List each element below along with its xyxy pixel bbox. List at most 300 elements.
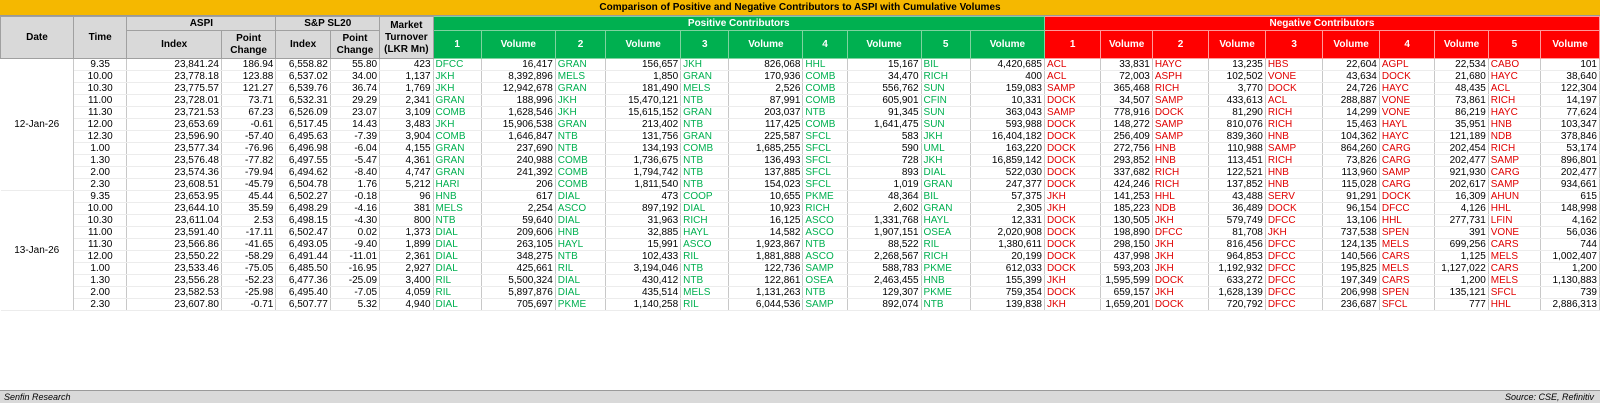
negative-volume-cell: 135,121 [1435, 287, 1488, 299]
negative-ticker-cell: JKH [1152, 251, 1209, 263]
negative-volume-cell: 185,223 [1101, 203, 1152, 215]
aspi-index-cell: 23,577.34 [127, 143, 222, 155]
negative-volume-cell: 921,930 [1435, 167, 1488, 179]
aspi-index-cell: 23,841.24 [127, 59, 222, 71]
table-row [1, 155, 1600, 167]
positive-volume-cell: 826,068 [729, 59, 803, 71]
table-row [1, 263, 1600, 275]
positive-ticker-cell: COMB [803, 83, 847, 95]
negative-ticker-cell: SAMP [1044, 107, 1101, 119]
positive-volume-cell: 34,470 [847, 71, 921, 83]
negative-ticker-cell: HAYC [1152, 59, 1209, 71]
negative-ticker-cell: JKH [1044, 191, 1101, 203]
negative-ticker-cell: LFIN [1488, 215, 1540, 227]
negative-ticker-cell: CARS [1488, 263, 1540, 275]
positive-volume-cell: 154,023 [729, 179, 803, 191]
negative-volume-cell: 337,682 [1101, 167, 1152, 179]
positive-ticker-cell: SUN [921, 119, 970, 131]
negative-volume-cell: 1,659,201 [1101, 299, 1152, 311]
negative-ticker-cell: ACL [1044, 59, 1101, 71]
time-cell: 9.35 [73, 191, 126, 203]
aspi-index-cell: 23,611.04 [127, 215, 222, 227]
aspi-change-cell: -45.79 [221, 179, 275, 191]
time-cell: 11.00 [73, 95, 126, 107]
table-row [1, 107, 1600, 119]
aspi-change-cell: 186.94 [221, 59, 275, 71]
turnover-cell: 4,361 [380, 155, 433, 167]
neg-rank-1-header: 1 [1044, 31, 1101, 59]
positive-ticker-cell: JKH [921, 155, 970, 167]
negative-volume-cell: 35,951 [1435, 119, 1488, 131]
negative-ticker-cell: ACL [1488, 83, 1540, 95]
date-cell: 12-Jan-26 [1, 59, 74, 191]
footer-credit: Senfin Research [4, 392, 71, 402]
positive-volume-cell: 134,193 [606, 143, 681, 155]
table-row [1, 191, 1600, 203]
positive-volume-cell: 188,996 [481, 95, 555, 107]
negative-ticker-cell: DOCK [1044, 179, 1101, 191]
sp-index-cell: 6,494.62 [276, 167, 330, 179]
aspi-index-cell: 23,653.69 [127, 119, 222, 131]
negative-ticker-cell: VONE [1265, 71, 1323, 83]
negative-ticker-cell: MELS [1488, 251, 1540, 263]
pos-rank-5-header: 5 [921, 31, 970, 59]
negative-ticker-cell: DFCC [1265, 215, 1323, 227]
negative-volume-cell: 964,853 [1209, 251, 1266, 263]
negative-ticker-cell: CABO [1488, 59, 1540, 71]
positive-volume-cell: 12,942,678 [481, 83, 555, 95]
positive-ticker-cell: NTB [681, 275, 729, 287]
positive-ticker-cell: DIAL [433, 251, 481, 263]
pos-rank-3-header: 3 [681, 31, 729, 59]
positive-volume-cell: 593,988 [970, 119, 1044, 131]
sp-change-cell: -16.95 [330, 263, 379, 275]
positive-volume-cell: 1,907,151 [847, 227, 921, 239]
aspi-index-cell: 23,778.18 [127, 71, 222, 83]
negative-volume-cell: 437,998 [1101, 251, 1152, 263]
positive-ticker-cell: RIL [681, 299, 729, 311]
sp-index-cell: 6,539.76 [276, 83, 330, 95]
positive-ticker-cell: DIAL [433, 263, 481, 275]
positive-contributors-header: Positive Contributors [433, 17, 1044, 31]
positive-ticker-cell: RICH [803, 203, 847, 215]
positive-ticker-cell: MELS [681, 287, 729, 299]
negative-ticker-cell: DOCK [1044, 287, 1101, 299]
positive-volume-cell: 1,811,540 [606, 179, 681, 191]
neg-volume-5-header: Volume [1541, 31, 1600, 59]
positive-volume-cell: 1,628,546 [481, 107, 555, 119]
positive-volume-cell: 91,345 [847, 107, 921, 119]
positive-ticker-cell: NTB [681, 179, 729, 191]
positive-volume-cell: 522,030 [970, 167, 1044, 179]
positive-volume-cell: 241,392 [481, 167, 555, 179]
table-row [1, 71, 1600, 83]
turnover-cell: 1,769 [380, 83, 433, 95]
positive-ticker-cell: GRAN [681, 107, 729, 119]
time-cell: 1.00 [73, 263, 126, 275]
pos-volume-4-header: Volume [847, 31, 921, 59]
negative-volume-cell: 130,505 [1101, 215, 1152, 227]
aspi-change-cell: 121.27 [221, 83, 275, 95]
positive-ticker-cell: GRAN [555, 119, 605, 131]
positive-ticker-cell: NTB [681, 167, 729, 179]
positive-ticker-cell: GRAN [433, 143, 481, 155]
negative-volume-cell: 778,916 [1101, 107, 1152, 119]
aspi-change-cell: -0.61 [221, 119, 275, 131]
positive-volume-cell: 181,490 [606, 83, 681, 95]
table-row [1, 299, 1600, 311]
pos-volume-5-header: Volume [970, 31, 1044, 59]
negative-ticker-cell: RICH [1488, 95, 1540, 107]
positive-volume-cell: 57,375 [970, 191, 1044, 203]
negative-volume-cell: 579,749 [1209, 215, 1266, 227]
positive-volume-cell: 348,275 [481, 251, 555, 263]
time-cell: 2.00 [73, 167, 126, 179]
positive-volume-cell: 588,783 [847, 263, 921, 275]
sp-change-cell: -7.39 [330, 131, 379, 143]
positive-volume-cell: 705,697 [481, 299, 555, 311]
date-cell: 13-Jan-26 [1, 191, 74, 311]
aspi-index-cell: 23,596.90 [127, 131, 222, 143]
positive-volume-cell: 1,641,475 [847, 119, 921, 131]
sp-index-cell: 6,477.36 [276, 275, 330, 287]
positive-ticker-cell: DIAL [921, 167, 970, 179]
positive-ticker-cell: GRAN [921, 203, 970, 215]
table-body [1, 59, 1600, 311]
negative-volume-cell: 21,680 [1435, 71, 1488, 83]
positive-ticker-cell: GRAN [921, 179, 970, 191]
table-row [1, 95, 1600, 107]
positive-ticker-cell: SAMP [803, 263, 847, 275]
negative-ticker-cell: DOCK [1044, 131, 1101, 143]
table-row [1, 143, 1600, 155]
negative-volume-cell: 36,489 [1209, 203, 1266, 215]
negative-volume-cell: 202,477 [1541, 167, 1600, 179]
negative-volume-cell: 737,538 [1323, 227, 1380, 239]
sp-change-cell: 55.80 [330, 59, 379, 71]
aspi-index-cell: 23,574.36 [127, 167, 222, 179]
negative-ticker-cell: HNB [1152, 155, 1209, 167]
positive-volume-cell: 136,493 [729, 155, 803, 167]
negative-volume-cell: 38,640 [1541, 71, 1600, 83]
negative-ticker-cell: HNB [1265, 179, 1323, 191]
positive-volume-cell: 129,307 [847, 287, 921, 299]
positive-volume-cell: 2,526 [729, 83, 803, 95]
sp-index-header: Index [276, 31, 330, 59]
time-cell: 11.30 [73, 107, 126, 119]
negative-volume-cell: 14,299 [1323, 107, 1380, 119]
positive-ticker-cell: PKME [803, 191, 847, 203]
aspi-index-cell: 23,721.53 [127, 107, 222, 119]
positive-volume-cell: 87,991 [729, 95, 803, 107]
negative-volume-cell: 4,162 [1541, 215, 1600, 227]
negative-volume-cell: 896,801 [1541, 155, 1600, 167]
negative-volume-cell: 122,521 [1209, 167, 1266, 179]
positive-ticker-cell: OSEA [921, 227, 970, 239]
sp-change-cell: -5.47 [330, 155, 379, 167]
time-cell: 2.30 [73, 179, 126, 191]
positive-volume-cell: 15,991 [606, 239, 681, 251]
negative-ticker-cell: DFCC [1265, 275, 1323, 287]
positive-volume-cell: 5,500,324 [481, 275, 555, 287]
positive-ticker-cell: JKH [433, 83, 481, 95]
positive-volume-cell: 247,377 [970, 179, 1044, 191]
positive-volume-cell: 435,514 [606, 287, 681, 299]
table-row [1, 287, 1600, 299]
positive-ticker-cell: COMB [433, 131, 481, 143]
negative-volume-cell: 102,502 [1209, 71, 1266, 83]
aspi-index-cell: 23,608.51 [127, 179, 222, 191]
sp-change-cell: -25.09 [330, 275, 379, 287]
positive-volume-cell: 12,331 [970, 215, 1044, 227]
positive-volume-cell: 893 [847, 167, 921, 179]
turnover-cell: 1,899 [380, 239, 433, 251]
turnover-cell: 2,927 [380, 263, 433, 275]
positive-ticker-cell: ASCO [555, 203, 605, 215]
positive-volume-cell: 892,074 [847, 299, 921, 311]
table-row [1, 167, 1600, 179]
aspi-change-cell: -79.94 [221, 167, 275, 179]
positive-ticker-cell: PKME [921, 263, 970, 275]
negative-volume-cell: 81,290 [1209, 107, 1266, 119]
negative-volume-cell: 1,002,407 [1541, 251, 1600, 263]
negative-volume-cell: 34,507 [1101, 95, 1152, 107]
table-row [1, 119, 1600, 131]
negative-contributors-header: Negative Contributors [1044, 17, 1599, 31]
positive-ticker-cell: RIL [433, 287, 481, 299]
positive-ticker-cell: UML [921, 143, 970, 155]
negative-volume-cell: 864,260 [1323, 143, 1380, 155]
positive-volume-cell: 237,690 [481, 143, 555, 155]
sp-index-cell: 6,493.05 [276, 239, 330, 251]
negative-volume-cell: 148,272 [1101, 119, 1152, 131]
negative-volume-cell: 202,617 [1435, 179, 1488, 191]
positive-volume-cell: 400 [970, 71, 1044, 83]
sp-change-cell: 34.00 [330, 71, 379, 83]
aspi-change-cell: 45.44 [221, 191, 275, 203]
positive-ticker-cell: DIAL [433, 239, 481, 251]
negative-ticker-cell: DFCC [1265, 299, 1323, 311]
negative-ticker-cell: DOCK [1044, 263, 1101, 275]
positive-volume-cell: 122,861 [729, 275, 803, 287]
positive-volume-cell: 16,859,142 [970, 155, 1044, 167]
turnover-cell: 1,373 [380, 227, 433, 239]
sp-index-cell: 6,485.50 [276, 263, 330, 275]
negative-ticker-cell: SAMP [1152, 119, 1209, 131]
negative-volume-cell: 86,219 [1435, 107, 1488, 119]
negative-volume-cell: 141,253 [1101, 191, 1152, 203]
negative-ticker-cell: DOCK [1265, 83, 1323, 95]
table-row [1, 251, 1600, 263]
positive-volume-cell: 16,125 [729, 215, 803, 227]
positive-ticker-cell: DIAL [555, 215, 605, 227]
negative-volume-cell: 14,197 [1541, 95, 1600, 107]
aspi-index-header: Index [127, 31, 222, 59]
positive-volume-cell: 15,167 [847, 59, 921, 71]
positive-volume-cell: 155,399 [970, 275, 1044, 287]
turnover-cell: 3,904 [380, 131, 433, 143]
positive-ticker-cell: ASCO [803, 227, 847, 239]
negative-ticker-cell: RICH [1152, 167, 1209, 179]
negative-ticker-cell: DOCK [1044, 239, 1101, 251]
positive-volume-cell: 15,615,152 [606, 107, 681, 119]
negative-ticker-cell: ASPH [1152, 71, 1209, 83]
positive-ticker-cell: NTB [555, 143, 605, 155]
positive-ticker-cell: HNB [921, 275, 970, 287]
negative-ticker-cell: DFCC [1265, 263, 1323, 275]
positive-ticker-cell: GRAN [681, 131, 729, 143]
negative-ticker-cell: SFCL [1379, 299, 1434, 311]
sp-index-cell: 6,502.27 [276, 191, 330, 203]
negative-volume-cell: 777 [1435, 299, 1488, 311]
aspi-change-cell: 73.71 [221, 95, 275, 107]
positive-ticker-cell: MELS [433, 203, 481, 215]
positive-volume-cell: 8,392,896 [481, 71, 555, 83]
negative-ticker-cell: HHL [1379, 215, 1434, 227]
negative-volume-cell: 839,360 [1209, 131, 1266, 143]
negative-volume-cell: 739 [1541, 287, 1600, 299]
negative-volume-cell: 1,200 [1435, 275, 1488, 287]
positive-volume-cell: 1,131,263 [729, 287, 803, 299]
negative-volume-cell: 3,770 [1209, 83, 1266, 95]
positive-volume-cell: 1,646,847 [481, 131, 555, 143]
date-header: Date [1, 17, 74, 59]
aspi-change-cell: -75.05 [221, 263, 275, 275]
negative-volume-cell: 110,988 [1209, 143, 1266, 155]
negative-ticker-cell: DOCK [1044, 227, 1101, 239]
positive-volume-cell: 759,354 [970, 287, 1044, 299]
positive-volume-cell: 1,380,611 [970, 239, 1044, 251]
positive-ticker-cell: JKH [433, 71, 481, 83]
positive-ticker-cell: NTB [803, 239, 847, 251]
negative-volume-cell: 4,126 [1435, 203, 1488, 215]
negative-ticker-cell: DOCK [1265, 203, 1323, 215]
turnover-cell: 4,747 [380, 167, 433, 179]
turnover-cell: 96 [380, 191, 433, 203]
positive-volume-cell: 122,736 [729, 263, 803, 275]
negative-volume-cell: 43,634 [1323, 71, 1380, 83]
negative-ticker-cell: DOCK [1152, 275, 1209, 287]
sp-change-cell: 36.74 [330, 83, 379, 95]
negative-volume-cell: 113,960 [1323, 167, 1380, 179]
aspi-change-cell: 123.88 [221, 71, 275, 83]
positive-ticker-cell: JKH [681, 59, 729, 71]
negative-ticker-cell: DFCC [1265, 251, 1323, 263]
positive-ticker-cell: NTB [433, 215, 481, 227]
negative-ticker-cell: VONE [1379, 107, 1434, 119]
neg-rank-2-header: 2 [1152, 31, 1209, 59]
negative-ticker-cell: SPEN [1379, 227, 1434, 239]
positive-ticker-cell: NTB [681, 155, 729, 167]
time-cell: 11.00 [73, 227, 126, 239]
positive-ticker-cell: GRAN [555, 59, 605, 71]
positive-ticker-cell: GRAN [433, 167, 481, 179]
negative-ticker-cell: SFCL [1488, 287, 1540, 299]
negative-ticker-cell: JKH [1152, 263, 1209, 275]
time-cell: 12.30 [73, 131, 126, 143]
negative-volume-cell: 53,174 [1541, 143, 1600, 155]
negative-ticker-cell: SAMP [1265, 143, 1323, 155]
negative-volume-cell: 744 [1541, 239, 1600, 251]
positive-volume-cell: 225,587 [729, 131, 803, 143]
positive-volume-cell: 6,044,536 [729, 299, 803, 311]
positive-ticker-cell: RICH [681, 215, 729, 227]
report-title: Comparison of Positive and Negative Contributors to ASPI with Cumulative Volumes [0, 0, 1600, 16]
positive-volume-cell: 2,305 [970, 203, 1044, 215]
aspi-change-cell: -25.98 [221, 287, 275, 299]
negative-volume-cell: 77,624 [1541, 107, 1600, 119]
positive-volume-cell: 203,037 [729, 107, 803, 119]
positive-volume-cell: 556,762 [847, 83, 921, 95]
turnover-cell: 381 [380, 203, 433, 215]
negative-ticker-cell: HHL [1488, 299, 1540, 311]
positive-ticker-cell: PKME [921, 287, 970, 299]
negative-volume-cell: 122,304 [1541, 83, 1600, 95]
aspi-index-cell: 23,550.22 [127, 251, 222, 263]
positive-volume-cell: 137,885 [729, 167, 803, 179]
positive-volume-cell: 1,331,768 [847, 215, 921, 227]
negative-volume-cell: 1,200 [1541, 263, 1600, 275]
time-cell: 2.00 [73, 287, 126, 299]
negative-ticker-cell: VONE [1379, 95, 1434, 107]
time-cell: 1.30 [73, 155, 126, 167]
negative-ticker-cell: RICH [1488, 143, 1540, 155]
positive-ticker-cell: BIL [921, 191, 970, 203]
negative-ticker-cell: CARS [1379, 275, 1434, 287]
time-cell: 11.30 [73, 239, 126, 251]
sp-change-cell: -9.40 [330, 239, 379, 251]
negative-volume-cell: 137,852 [1209, 179, 1266, 191]
positive-ticker-cell: COMB [803, 71, 847, 83]
negative-ticker-cell: SAMP [1488, 155, 1540, 167]
positive-ticker-cell: COMB [803, 119, 847, 131]
positive-ticker-cell: DIAL [433, 227, 481, 239]
negative-volume-cell: 1,595,599 [1101, 275, 1152, 287]
aspi-change-cell: -58.29 [221, 251, 275, 263]
sp-point-change-header: Point Change [330, 31, 379, 59]
negative-ticker-cell: DOCK [1044, 155, 1101, 167]
table-row [1, 203, 1600, 215]
negative-ticker-cell: CARS [1379, 251, 1434, 263]
aspi-index-cell: 23,728.01 [127, 95, 222, 107]
aspi-index-cell: 23,591.40 [127, 227, 222, 239]
footer-source: Source: CSE, Refinitiv [1504, 392, 1594, 402]
negative-volume-cell: 15,463 [1323, 119, 1380, 131]
aspi-change-cell: -76.96 [221, 143, 275, 155]
neg-volume-4-header: Volume [1435, 31, 1488, 59]
negative-volume-cell: 103,347 [1541, 119, 1600, 131]
positive-volume-cell: 363,043 [970, 107, 1044, 119]
negative-ticker-cell: MELS [1379, 263, 1434, 275]
negative-ticker-cell: RICH [1152, 83, 1209, 95]
negative-ticker-cell: NDB [1152, 203, 1209, 215]
pos-volume-3-header: Volume [729, 31, 803, 59]
negative-volume-cell: 140,566 [1323, 251, 1380, 263]
positive-volume-cell: 31,963 [606, 215, 681, 227]
positive-ticker-cell: BIL [921, 59, 970, 71]
positive-ticker-cell: RIL [555, 263, 605, 275]
positive-ticker-cell: NTB [681, 263, 729, 275]
time-cell: 1.30 [73, 275, 126, 287]
positive-volume-cell: 605,901 [847, 95, 921, 107]
positive-volume-cell: 1,140,258 [606, 299, 681, 311]
positive-volume-cell: 2,268,567 [847, 251, 921, 263]
negative-ticker-cell: JKH [1152, 215, 1209, 227]
positive-ticker-cell: MELS [681, 83, 729, 95]
negative-ticker-cell: CARG [1379, 143, 1434, 155]
sp-index-cell: 6,504.78 [276, 179, 330, 191]
negative-ticker-cell: RICH [1152, 179, 1209, 191]
